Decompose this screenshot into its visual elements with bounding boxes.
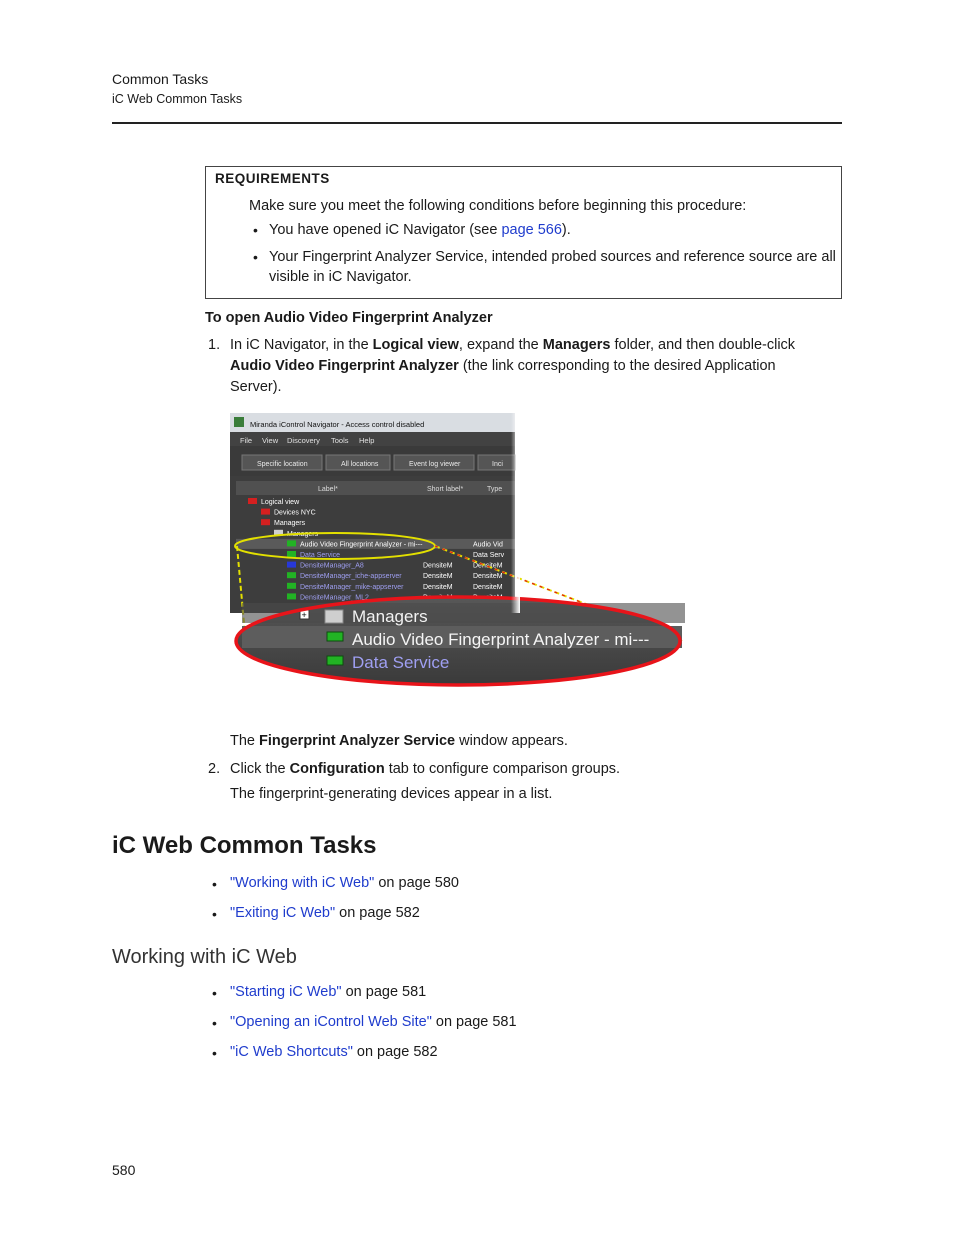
tree-row-label[interactable]: DensiteManager_iche-appserver bbox=[300, 573, 402, 581]
bullet-dot: • bbox=[212, 876, 217, 892]
step-1-text: folder, and then double-click bbox=[610, 337, 796, 353]
working-with-ic-web-link[interactable]: "Working with iC Web" bbox=[230, 875, 375, 891]
window-title: Miranda iControl Navigator - Access control disabled bbox=[250, 420, 425, 429]
tree-row-label[interactable]: Logical view bbox=[261, 499, 300, 506]
status-red-icon bbox=[261, 509, 270, 515]
status-red-icon bbox=[261, 519, 270, 525]
status-green-icon bbox=[327, 632, 343, 641]
tree-row-label[interactable]: DensiteManager_mike-appserver bbox=[300, 583, 404, 591]
bullet-dot: • bbox=[212, 906, 217, 922]
bullet-dot: • bbox=[253, 249, 258, 265]
status-green-icon bbox=[287, 593, 296, 599]
bullet-dot: • bbox=[212, 1045, 217, 1061]
status-green-icon bbox=[287, 540, 296, 546]
menu-view[interactable]: View bbox=[262, 436, 279, 445]
starting-ic-web-link[interactable]: "Starting iC Web" bbox=[230, 984, 342, 1000]
running-header-chapter: Common Tasks bbox=[112, 71, 209, 87]
folder-icon bbox=[325, 610, 343, 623]
link-suffix: on page 581 bbox=[341, 984, 427, 1000]
tree-row-label[interactable]: Devices NYC bbox=[274, 509, 316, 517]
bullet-dot: • bbox=[253, 222, 258, 238]
navigator-screenshot bbox=[230, 413, 685, 693]
subsection-heading: Working with iC Web bbox=[112, 946, 297, 968]
tree-row-label[interactable]: Managers bbox=[287, 530, 319, 538]
page-number: 580 bbox=[112, 1162, 136, 1178]
ic-web-shortcuts-link[interactable]: "iC Web Shortcuts" bbox=[230, 1044, 353, 1060]
fingerprint-analyzer-service-term: Fingerprint Analyzer Service bbox=[259, 733, 456, 749]
zoom-avfa-label: Audio Video Fingerprint Analyzer - mi--- bbox=[352, 630, 650, 649]
tree-row-short-label: DensiteM bbox=[423, 562, 453, 570]
requirement-item-1-text: You have opened iC Navigator (see bbox=[269, 222, 502, 238]
step-1-line-1 bbox=[230, 335, 795, 356]
section-link-item bbox=[230, 873, 459, 894]
opening-icontrol-web-site-link[interactable]: "Opening an iControl Web Site" bbox=[230, 1014, 432, 1030]
subsection-link-item bbox=[230, 982, 426, 1003]
zoom-managers-label: Managers bbox=[352, 607, 428, 626]
link-suffix: on page 582 bbox=[335, 905, 420, 921]
avfa-term: Audio Video Fingerprint Analyzer bbox=[230, 358, 459, 374]
subsection-link-item bbox=[230, 1042, 438, 1063]
page-566-link[interactable]: page 566 bbox=[501, 222, 562, 238]
procedure-title: To open Audio Video Fingerprint Analyzer bbox=[205, 310, 493, 326]
link-suffix: on page 580 bbox=[374, 875, 459, 891]
status-green-icon bbox=[327, 656, 343, 665]
event-log-viewer-label: Event log viewer bbox=[409, 461, 461, 468]
step-1-text: , expand the bbox=[458, 337, 543, 353]
tree-row-short-label: DensiteM bbox=[423, 573, 453, 581]
exiting-ic-web-link[interactable]: "Exiting iC Web" bbox=[230, 905, 336, 921]
requirements-intro: Make sure you meet the following conditions before beginning this procedure: bbox=[249, 198, 747, 214]
specific-location-label: Specific location bbox=[257, 461, 308, 468]
status-red-icon bbox=[248, 498, 257, 504]
menu-help[interactable]: Help bbox=[359, 436, 375, 445]
requirements-title: REQUIREMENTS bbox=[215, 171, 330, 186]
tree-row-label[interactable]: DensiteManager_A8 bbox=[300, 562, 364, 570]
result-text: The bbox=[230, 733, 260, 749]
status-blue-icon bbox=[287, 562, 296, 568]
section-link-item bbox=[230, 903, 420, 924]
step-2-result: The fingerprint-generating devices appear in a list. bbox=[230, 786, 553, 802]
header-rule bbox=[112, 122, 842, 124]
step-1-number: 1. bbox=[208, 337, 221, 353]
requirement-item-2-line-2: visible in iC Navigator. bbox=[269, 269, 412, 285]
menu-file[interactable]: File bbox=[240, 436, 253, 445]
tree-row-label[interactable]: DensiteManager_ML2 bbox=[300, 594, 369, 602]
logical-view-term: Logical view bbox=[372, 337, 459, 353]
running-header-section: iC Web Common Tasks bbox=[112, 92, 243, 106]
tree-row-label[interactable]: Audio Video Fingerprint Analyzer - mi--- bbox=[300, 541, 423, 549]
requirement-item-2-line-1: Your Fingerprint Analyzer Service, intended probed sources and reference source are all bbox=[269, 249, 836, 265]
link-suffix: on page 582 bbox=[352, 1044, 438, 1060]
status-green-icon bbox=[287, 583, 296, 589]
fade-right bbox=[470, 413, 520, 613]
bullet-dot: • bbox=[212, 1015, 217, 1031]
expand-plus: + bbox=[301, 610, 307, 620]
status-green-icon bbox=[287, 572, 296, 578]
configuration-term: Configuration bbox=[289, 761, 385, 777]
zoom-data-service-label: Data Service bbox=[352, 653, 450, 672]
status-green-icon bbox=[287, 551, 296, 557]
subsection-link-item bbox=[230, 1012, 517, 1033]
column-short-label[interactable]: Short label* bbox=[427, 486, 464, 493]
step-1-line-2 bbox=[230, 356, 776, 377]
bullet-dot: • bbox=[212, 985, 217, 1001]
step-1-text: (the link corresponding to the desired Application bbox=[458, 358, 776, 374]
step-2-suffix: tab to configure comparison groups. bbox=[384, 761, 621, 777]
result-text: window appears. bbox=[455, 733, 568, 749]
tree-row-label[interactable]: Data Service bbox=[300, 552, 341, 559]
managers-term: Managers bbox=[542, 337, 611, 353]
step-1-result bbox=[230, 731, 568, 752]
step-2-text bbox=[230, 759, 620, 780]
tree-row-label[interactable]: Managers bbox=[274, 520, 306, 528]
requirement-item-1-suffix: ). bbox=[561, 222, 571, 238]
step-1-line-3: Server). bbox=[230, 379, 282, 395]
all-locations-label: All locations bbox=[341, 461, 379, 468]
step-1-text: In iC Navigator, in the bbox=[230, 337, 373, 353]
section-heading: iC Web Common Tasks bbox=[112, 832, 377, 859]
step-2-prefix: Click the bbox=[230, 761, 290, 777]
link-suffix: on page 581 bbox=[431, 1014, 517, 1030]
column-label[interactable]: Label* bbox=[318, 486, 338, 493]
tree-row-short-label: DensiteM bbox=[423, 583, 453, 591]
step-2-number: 2. bbox=[208, 761, 221, 777]
menu-discovery[interactable]: Discovery bbox=[287, 436, 320, 445]
menu-tools[interactable]: Tools bbox=[331, 436, 349, 445]
requirement-item-1 bbox=[269, 222, 571, 238]
app-icon bbox=[234, 417, 244, 427]
